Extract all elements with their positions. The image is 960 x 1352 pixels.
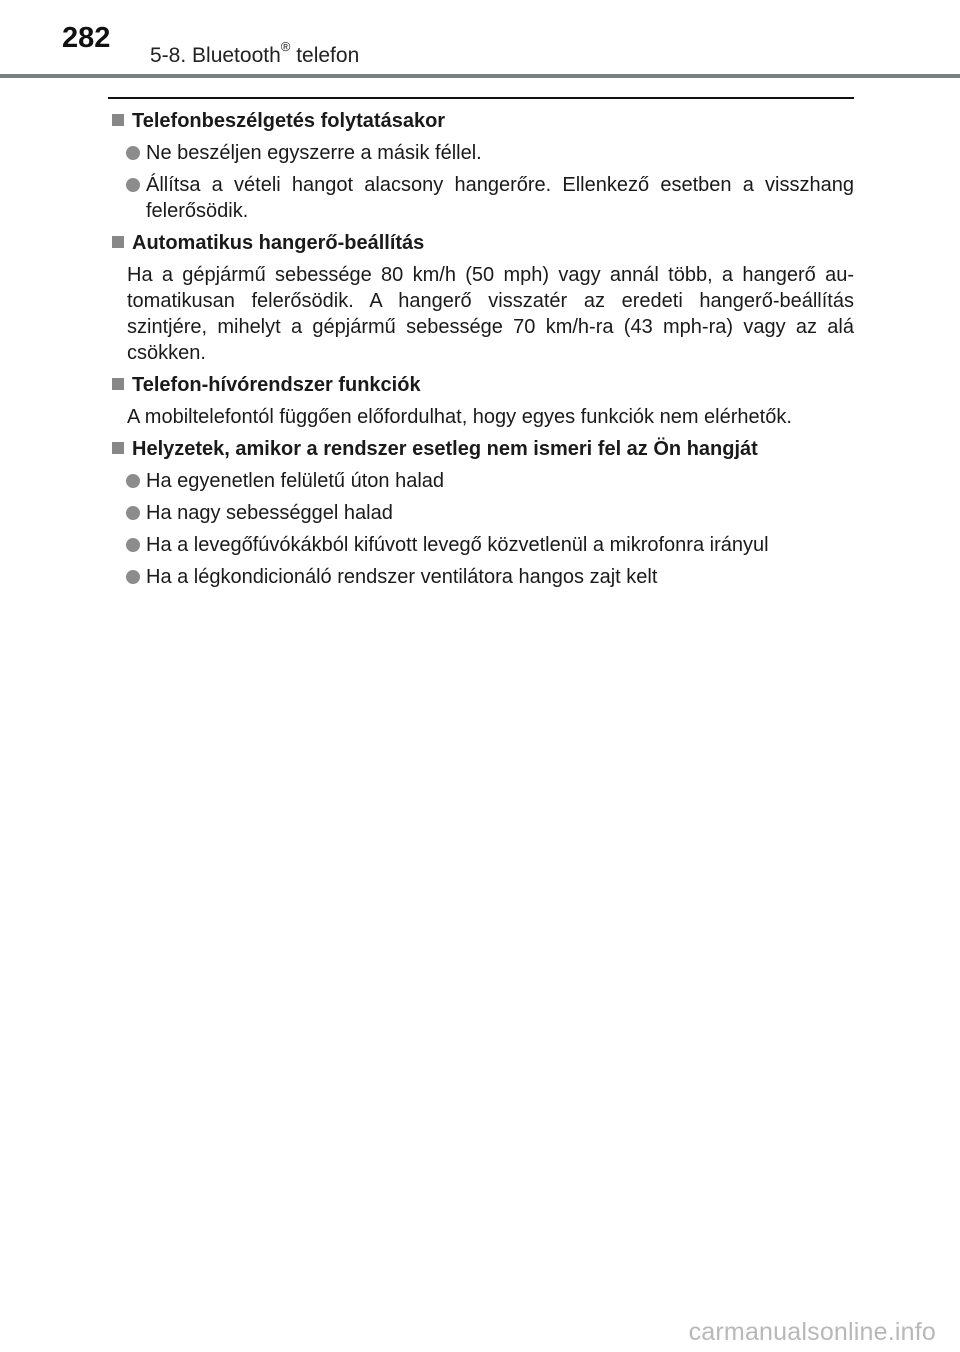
list-item (126, 468, 854, 494)
circle-bullet-icon (126, 570, 140, 584)
list-item (126, 564, 854, 590)
list-item-text: Ha a levegőfúvókákból kifúvott levegő közvetlenül a mikrofonra irányul (146, 534, 769, 556)
list-item (126, 532, 854, 558)
section-title-prefix: 5-8. Bluetooth (150, 44, 281, 67)
page-content (108, 108, 854, 596)
registered-mark: ® (280, 39, 291, 54)
section-heading-text: Telefon-hívórendszer funkciók (132, 374, 421, 396)
list-item-text: Ne beszéljen egyszerre a másik féllel. (146, 142, 482, 164)
circle-bullet-icon (126, 538, 140, 552)
section-heading (108, 108, 854, 134)
header-divider (0, 74, 960, 78)
list-item-text: Állítsa a vételi hangot alacsony hangerőre. Ellenkező esetben a visszhang felerősödik. (146, 174, 854, 222)
watermark-link[interactable]: carmanualsonline.info (688, 1318, 936, 1346)
circle-bullet-icon (126, 178, 140, 192)
square-bullet-icon (112, 114, 124, 126)
section-title-suffix: telefon (290, 44, 360, 67)
section-paragraph: Ha a gépjármű sebessége 80 km/h (50 mph) vagy annál több, a hangerő automatikusan felerősödik. A hangerő visszatér az eredeti hangerő-beállítás szintjére, mihelyt a gépjármű sebessége 70 km/h-ra (43 mph-ra) vagy az alá csökken. (127, 264, 854, 364)
page-number: 282 (62, 22, 111, 54)
circle-bullet-icon (126, 506, 140, 520)
section-paragraph: A mobiltelefontól függően előfordulhat, hogy egyes funkciók nem elérhetők. (127, 406, 792, 428)
square-bullet-icon (112, 378, 124, 390)
section-heading (108, 230, 854, 256)
circle-bullet-icon (126, 474, 140, 488)
square-bullet-icon (112, 442, 124, 454)
list-item-text: Ha nagy sebességgel halad (146, 502, 393, 524)
section-heading-text: Helyzetek, amikor a rendszer esetleg nem ismeri fel az Ön hangját (132, 438, 758, 460)
section-heading (108, 372, 854, 398)
list-item (126, 500, 854, 526)
circle-bullet-icon (126, 146, 140, 160)
section-title (150, 39, 360, 68)
section-heading-text: Automatikus hangerő-beállítás (132, 232, 425, 254)
section-heading-text: Telefonbeszélgetés folytatásakor (132, 110, 446, 132)
list-item-text: Ha a légkondicionáló rendszer ventilátora hangos zajt kelt (146, 566, 658, 588)
list-item (126, 172, 854, 224)
content-divider (108, 97, 854, 99)
list-item-text: Ha egyenetlen felületű úton halad (146, 470, 445, 492)
square-bullet-icon (112, 236, 124, 248)
section-heading (108, 436, 854, 462)
page-header (0, 0, 960, 80)
list-item (126, 140, 854, 166)
